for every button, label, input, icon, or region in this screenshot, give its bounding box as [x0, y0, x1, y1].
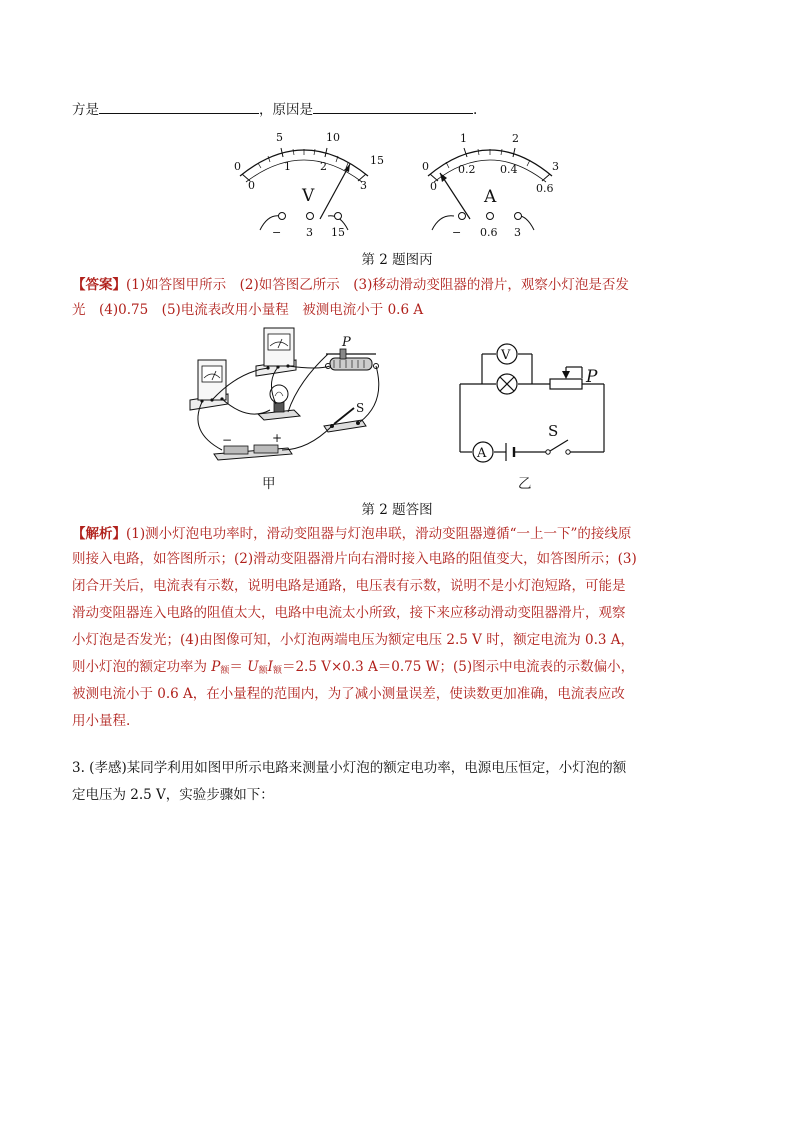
ammeter-bottom-0: 0 — [430, 180, 437, 193]
answer-line-2: 光 (4)0.75 (5)电流表改用小量程 被测电流小于 0.6 A — [72, 302, 424, 318]
right-subcaption: 乙 — [518, 476, 532, 492]
circuit-figure — [178, 322, 618, 494]
svg-text:−: − — [452, 226, 462, 239]
schematic-slider-label: P — [586, 367, 598, 387]
voltmeter-bottom-2: 2 — [320, 160, 327, 173]
analysis-line-7: 被测电流小于 0.6 A，在小量程的范围内，为了减小测量误差，使读数更加准确，电流表应改 — [72, 686, 625, 702]
ammeter-bottom-0.2: 0.2 — [458, 163, 476, 176]
schematic-rheostat — [550, 379, 582, 389]
voltmeter-symbol: V — [302, 186, 315, 206]
answer-blank-2[interactable] — [313, 99, 473, 114]
schematic-switch — [546, 450, 550, 454]
voltmeter-top-10: 10 — [326, 131, 340, 144]
analysis-line-5: 小灯泡是否发光；(4)由图像可知，小灯泡两端电压为额定电压 2.5 V 时，额定电流为 0.3 A， — [72, 632, 635, 648]
schematic-circuit-diagram — [460, 344, 604, 462]
analysis-line-3: 闭合开关后，电流表有示数，说明电路是通路，电压表有示数，说明不是小灯泡短路，可能是 — [72, 578, 626, 594]
schematic-voltmeter-label: V — [501, 348, 511, 363]
left-subcaption: 甲 — [262, 476, 276, 492]
physical-circuit-diagram — [190, 328, 379, 460]
svg-text:3: 3 — [306, 226, 313, 239]
ammeter-dial — [422, 132, 559, 239]
answer-tag: 【答案】 — [72, 277, 126, 293]
meter-figure — [228, 126, 568, 246]
figure-caption-answer: 第 2 题答图 — [361, 502, 433, 518]
voltmeter-bottom-1: 1 — [284, 160, 291, 173]
analysis-line-1: 【解析】(1)测小灯泡电功率时，滑动变阻器与灯泡串联，滑动变阻器遵循“一上一下”的接线原 — [72, 526, 632, 542]
ammeter-top-2: 2 — [512, 132, 519, 145]
voltmeter-top-15: 15 — [370, 154, 384, 167]
svg-text:15: 15 — [331, 226, 345, 239]
ammeter-terminal-minus — [459, 213, 466, 220]
physical-slider-label: P — [342, 335, 351, 350]
analysis-line-2: 则接入电路，如答图所示；(2)滑动变阻器滑片向右滑时接入电路的阻值变大，如答图所示；(3) — [72, 551, 637, 567]
voltmeter-top-0: 0 — [234, 160, 241, 173]
svg-text:−: − — [272, 226, 282, 239]
physical-battery — [214, 445, 292, 460]
question-3-line-2: 定电压为 2.5 V，实验步骤如下： — [72, 787, 274, 803]
schematic-ammeter-label: A — [477, 446, 487, 461]
question-continuation: 方是 ，原因是 . — [72, 99, 732, 120]
analysis-line-8: 用小量程. — [72, 713, 131, 729]
voltmeter-bottom-3: 3 — [360, 179, 367, 192]
physical-rheostat — [326, 349, 379, 370]
physical-voltmeter — [190, 360, 228, 410]
voltmeter-bottom-0: 0 — [248, 179, 255, 192]
ammeter-symbol: A — [484, 187, 497, 207]
question-3-line-1: 3. (孝感)某同学利用如图甲所示电路来测量小灯泡的额定电功率，电源电压恒定，小灯泡的额 — [72, 760, 627, 776]
ammeter-bottom-0.6: 0.6 — [536, 182, 554, 195]
analysis-line-4: 滑动变阻器连入电路的阻值太大，电路中电流太小所致，接下来应移动滑动变阻器滑片，观察 — [72, 605, 626, 621]
ammeter-terminal-0.6 — [487, 213, 494, 220]
schematic-switch-label: S — [548, 422, 559, 440]
voltmeter-top-5: 5 — [276, 131, 283, 144]
answer-line-1: 【答案】(1)如答图甲所示 (2)如答图乙所示 (3)移动滑动变阻器的滑片，观察小灯泡是否发 — [72, 277, 629, 293]
ammeter-bottom-0.4: 0.4 — [500, 163, 518, 176]
analysis-tag: 【解析】 — [72, 526, 126, 542]
voltmeter-dial — [234, 131, 384, 239]
ammeter-top-1: 1 — [460, 132, 467, 145]
physical-lamp — [258, 385, 300, 420]
svg-text:0.6: 0.6 — [480, 226, 498, 239]
analysis-line-6: 则小灯泡的额定功率为 $P_额= U_额I_额=2.5$ V×0.3 A＝0.75 W；(5)图示中电流表的示数偏小， — [72, 659, 635, 676]
ammeter-terminal-3 — [515, 213, 522, 220]
answer-blank-1[interactable] — [99, 99, 259, 114]
figure-caption-bing: 第 2 题图丙 — [361, 252, 433, 268]
physical-switch-label: S — [356, 401, 365, 415]
svg-text:3: 3 — [514, 226, 521, 239]
voltmeter-terminal-3 — [307, 213, 314, 220]
battery-minus-label: − — [222, 433, 233, 447]
ammeter-top-0: 0 — [422, 160, 429, 173]
voltmeter-terminal-15 — [335, 213, 342, 220]
battery-plus-label: + — [272, 431, 283, 445]
ammeter-top-3: 3 — [552, 160, 559, 173]
voltmeter-terminal-minus — [279, 213, 286, 220]
